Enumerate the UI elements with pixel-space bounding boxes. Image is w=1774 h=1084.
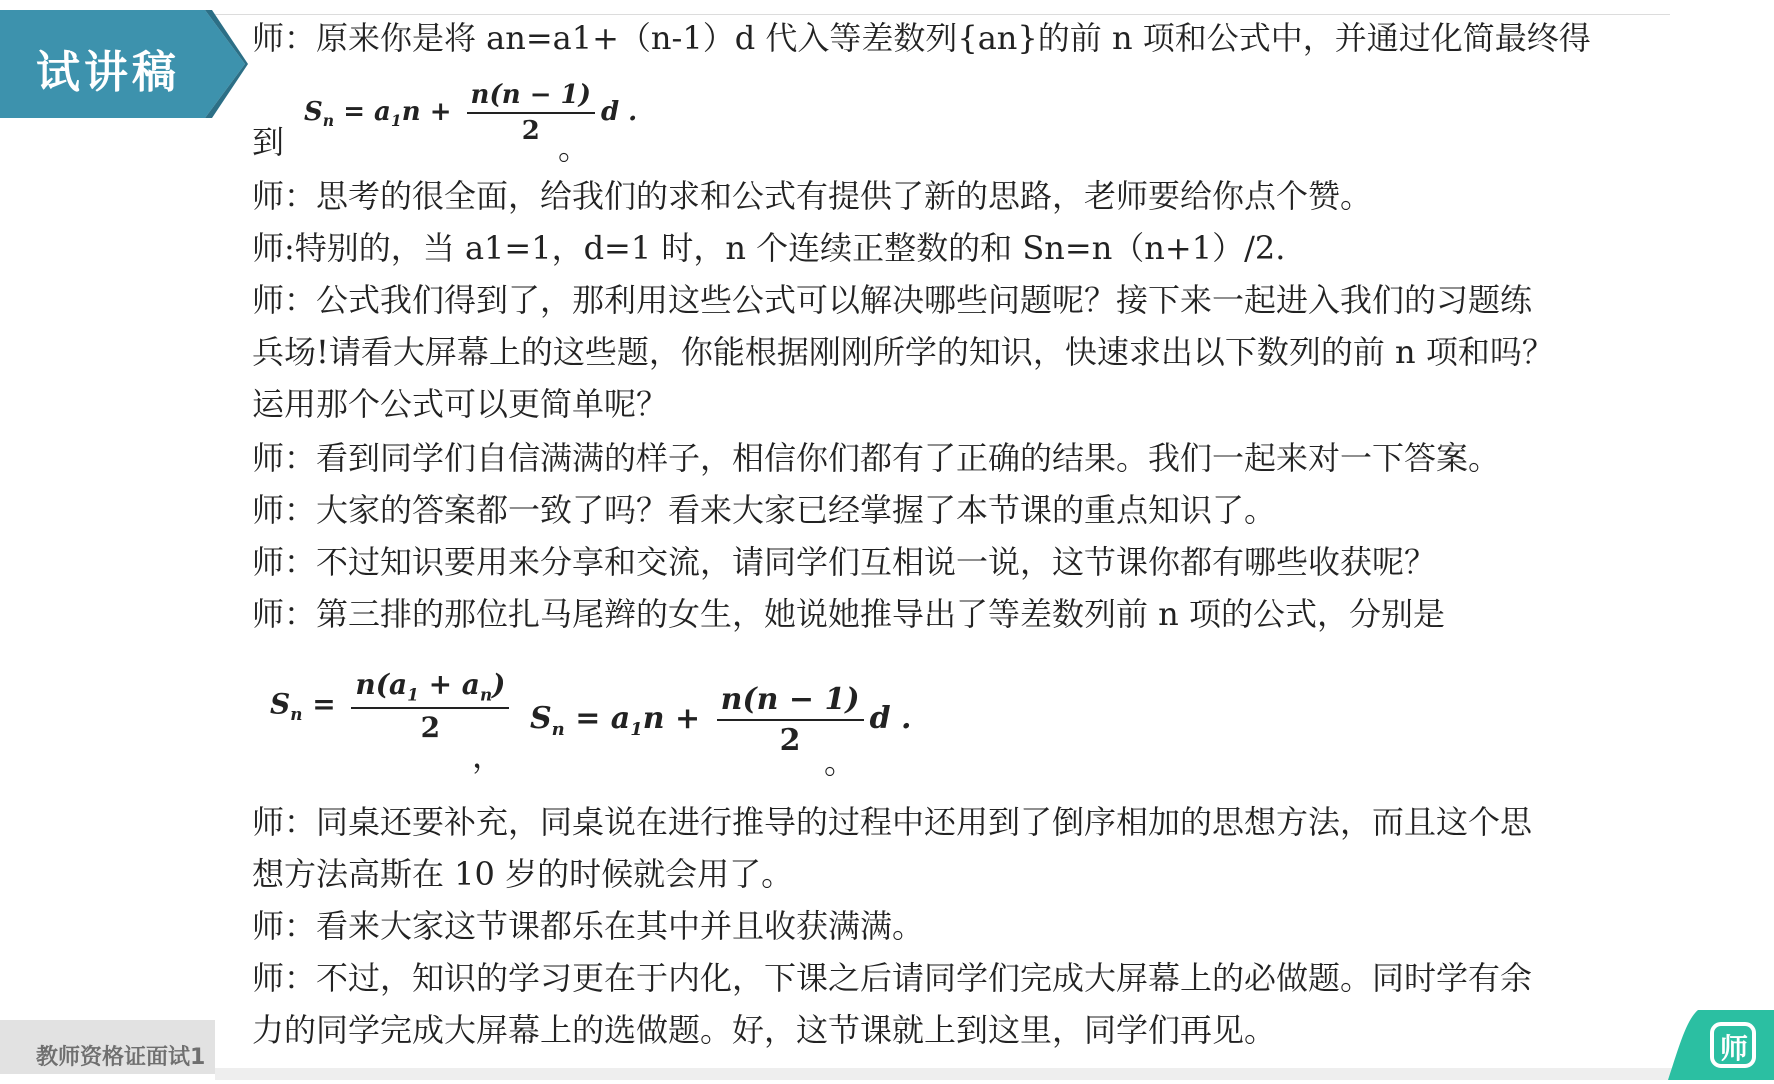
paragraph-2: 师：思考的很全面，给我们的求和公式有提供了新的思路，老师要给你点个赞。: [252, 177, 1373, 215]
paragraph-5: 师：看到同学们自信满满的样子，相信你们都有了正确的结果。我们一起来对一下答案。: [252, 439, 1501, 477]
paragraph-4-line-1: 师：公式我们得到了，那利用这些公式可以解决哪些问题呢？接下来一起进入我们的习题练: [252, 281, 1533, 319]
formula-tail: d .: [600, 97, 638, 127]
formula-lhs-sub: n: [551, 719, 565, 740]
paragraph-11-line-1: 师：不过，知识的学习更在于内化，下课之后请同学们完成大屏幕上的必做题。同时学有余: [252, 959, 1533, 997]
teacher-logo-glyph: 师: [1719, 1032, 1748, 1065]
badge-label: 试讲稿: [36, 47, 180, 98]
paragraph-8: 师：第三排的那位扎马尾辫的女生，她说她推导出了等差数列前 n 项的公式，分别是: [252, 595, 1445, 633]
lecture-script-badge: [0, 10, 248, 118]
paragraph-4-line-2: 兵场!请看大屏幕上的这些题，你能根据刚刚所学的知识，快速求出以下数列的前 n 项和吗？: [252, 333, 1554, 371]
fraction-denominator: 2: [779, 723, 801, 758]
paragraph-10: 师：看来大家这节课都乐在其中并且收获满满。: [252, 907, 925, 945]
fraction-denominator: 2: [521, 116, 540, 146]
left-margin: [0, 0, 250, 1080]
paragraph-7: 师：不过知识要用来分享和交流，请同学们互相说一说，这节课你都有哪些收获呢？: [252, 543, 1437, 581]
formula-tail: d .: [869, 701, 912, 736]
bottom-strip: [215, 1068, 1774, 1080]
formula-equals: =: [312, 687, 336, 721]
paragraph-11-line-2: 力的同学完成大屏幕上的选做题。好，这节课就上到这里，同学们再见。: [252, 1011, 1277, 1049]
paragraph-9-line-2: 想方法高斯在 10 岁的时候就会用了。: [252, 855, 794, 893]
formula-mid-sub: 1: [390, 111, 402, 131]
formula-mid-sub: 1: [630, 719, 643, 740]
paragraph-1-continuation: 到: [252, 123, 285, 161]
top-divider: [215, 14, 1670, 15]
numerator-start: n(a: [355, 668, 408, 701]
formula-n: n +: [401, 97, 452, 127]
fraction-denominator: 2: [420, 710, 441, 744]
numerator-plus: + a: [418, 668, 480, 701]
formula-lhs: S: [270, 687, 291, 721]
fraction-numerator: n(n − 1): [467, 80, 595, 114]
paragraph-6: 师：大家的答案都一致了吗？看来大家已经掌握了本节课的重点知识了。: [252, 491, 1277, 529]
numerator-sub-n: n: [479, 684, 493, 705]
fraction-numerator: n(n − 1): [717, 682, 864, 721]
footer-watermark: 教师资格证面试1: [36, 1045, 206, 1070]
formula-sum-a1-an: [270, 668, 515, 744]
paragraph-4-line-3: 运用那个公式可以更简单呢？: [252, 385, 669, 423]
paragraph-8-period: 。: [824, 743, 857, 781]
paragraph-1-period: 。: [558, 129, 591, 167]
formula-lhs: S: [530, 701, 552, 736]
formula-lhs-sub: n: [290, 703, 303, 724]
numerator-sub-1: 1: [407, 684, 419, 705]
paragraph-3: 师:特别的，当 a1=1，d=1 时，n 个连续正整数的和 Sn=n（n+1）/2.: [252, 229, 1286, 267]
formula-mid: = a: [343, 97, 391, 127]
teacher-logo: [1668, 1010, 1774, 1080]
formula-lhs: S: [304, 97, 323, 127]
paragraph-9-line-1: 师：同桌还要补充，同桌说在进行推导的过程中还用到了倒序相加的思想方法，而且这个思: [252, 803, 1533, 841]
formula-n: n +: [642, 701, 701, 736]
fraction-numerator: [351, 668, 509, 709]
formula-separator: ，: [472, 737, 505, 775]
numerator-close: ): [492, 668, 506, 701]
formula-fraction: [351, 668, 509, 744]
formula-lhs-sub: n: [322, 111, 335, 131]
formula-mid: = a: [575, 701, 631, 736]
paragraph-1: 师：原来你是将 an=a1+（n-1）d 代入等差数列{an}的前 n 项和公式中，并通过化简最终得: [252, 19, 1591, 57]
